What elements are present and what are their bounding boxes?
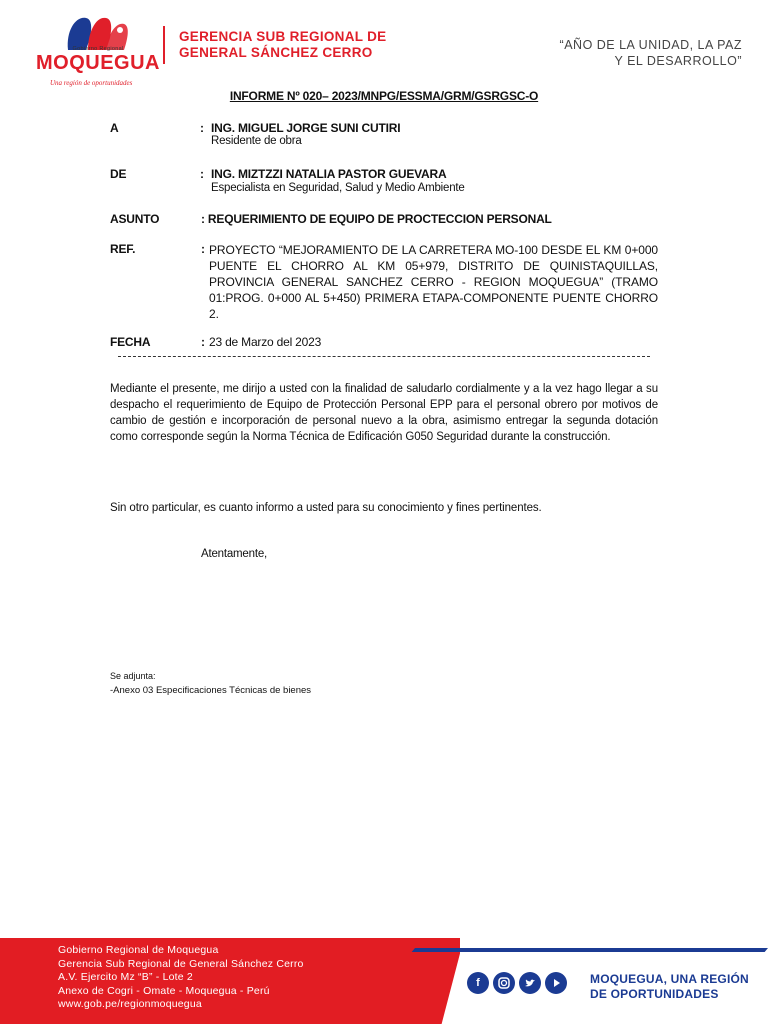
a-label: A [110, 121, 119, 135]
document-title: INFORME Nº 020– 2023/MNPG/ESSMA/GRM/GSRGSC-O [229, 89, 539, 103]
gerencia-line-2: GENERAL SÁNCHEZ CERRO [179, 45, 373, 60]
fecha-colon: : [201, 335, 205, 349]
logo-name: MOQUEGUA [36, 52, 160, 74]
region-slogan [590, 972, 749, 1002]
closing-paragraph: Sin otro particular, es cuanto informo a usted para su conocimiento y fines pertinentes. [110, 502, 542, 514]
de-subtitle: Especialista en Seguridad, Salud y Medio Ambiente [211, 182, 465, 194]
year-motto [560, 37, 742, 69]
region-line-2: DE OPORTUNIDADES [590, 987, 719, 1001]
logo-small-text: Gobierno Regional [72, 46, 124, 52]
attachment-item: -Anexo 03 Especificaciones Técnicas de bienes [110, 685, 312, 696]
a-subtitle: Residente de obra [211, 135, 302, 147]
separator-line [118, 356, 650, 357]
body-paragraph: Mediante el presente, me dirijo a usted con la finalidad de saludarlo cordialmente y a la vez hago llegar a su despacho el requerimiento de Equipo de Protección Personal EPP para el personal obrero por motivos de cambio de gestión e incorporación de personal nuevo a la obra, asimismo entregar la segunda dotación como corresponde según la Norma Técnica de Edificación G050 Seguridad durante la construcción. [110, 383, 658, 443]
year-motto-line-1: “AÑO DE LA UNIDAD, LA PAZ [559, 38, 742, 52]
ref-value: PROYECTO “MEJORAMIENTO DE LA CARRETERA MO-100 DESDE EL KM 0+000 PUENTE EL CHORRO AL KM 05+979, DISTRITO DE QUINISTAQUILLAS, PROVINCIA GENERAL SANCHEZ CERRO - REGION MOQUEGUA” (TRAMO 01:PROG. 0+000 AL 5+450) PRIMERA ETAPA-COMPONENTE PUENTE CHORRO 2. [209, 243, 658, 321]
header-divider [163, 26, 165, 64]
footer-line-3: A.V. Ejercito Mz “B” - Lote 2 [58, 971, 193, 983]
attachment-label: Se adjunta: [110, 671, 156, 681]
footer-blue-line [412, 948, 768, 952]
gerencia-line-1: GERENCIA SUB REGIONAL DE [179, 29, 387, 44]
logo-slogan: Una región de oportunidades [50, 79, 133, 87]
de-value: ING. MIZTZZI NATALIA PASTOR GUEVARA [211, 167, 447, 181]
gerencia-title [179, 29, 386, 61]
ref-label: REF. [110, 242, 136, 256]
fecha-label: FECHA [110, 335, 151, 349]
twitter-icon[interactable] [519, 972, 541, 994]
ref-colon: : [201, 242, 205, 256]
a-colon: : [200, 121, 204, 135]
asunto-value: : REQUERIMIENTO DE EQUIPO DE PROCTECCION PERSONAL [201, 212, 552, 226]
a-value: ING. MIGUEL JORGE SUNI CUTIRI [211, 121, 401, 135]
instagram-icon[interactable] [493, 972, 515, 994]
asunto-label: ASUNTO [110, 212, 160, 226]
fecha-value: 23 de Marzo del 2023 [209, 335, 322, 349]
de-label: DE [110, 167, 127, 181]
footer-address [58, 944, 304, 1012]
facebook-icon[interactable]: f [467, 972, 489, 994]
youtube-icon[interactable] [545, 972, 567, 994]
footer-line-5: www.gob.pe/regionmoquegua [58, 998, 202, 1010]
footer-line-1: Gobierno Regional de Moquegua [58, 944, 219, 956]
region-line-1: MOQUEGUA, UNA REGIÓN [590, 972, 749, 986]
signoff: Atentamente, [201, 548, 268, 560]
de-colon: : [200, 167, 204, 181]
year-motto-line-2: Y EL DESARROLLO” [614, 54, 742, 68]
footer-line-2: Gerencia Sub Regional de General Sánchez Cerro [58, 957, 304, 970]
footer-line-4: Anexo de Cogri - Omate - Moquegua - Perú [58, 984, 270, 997]
